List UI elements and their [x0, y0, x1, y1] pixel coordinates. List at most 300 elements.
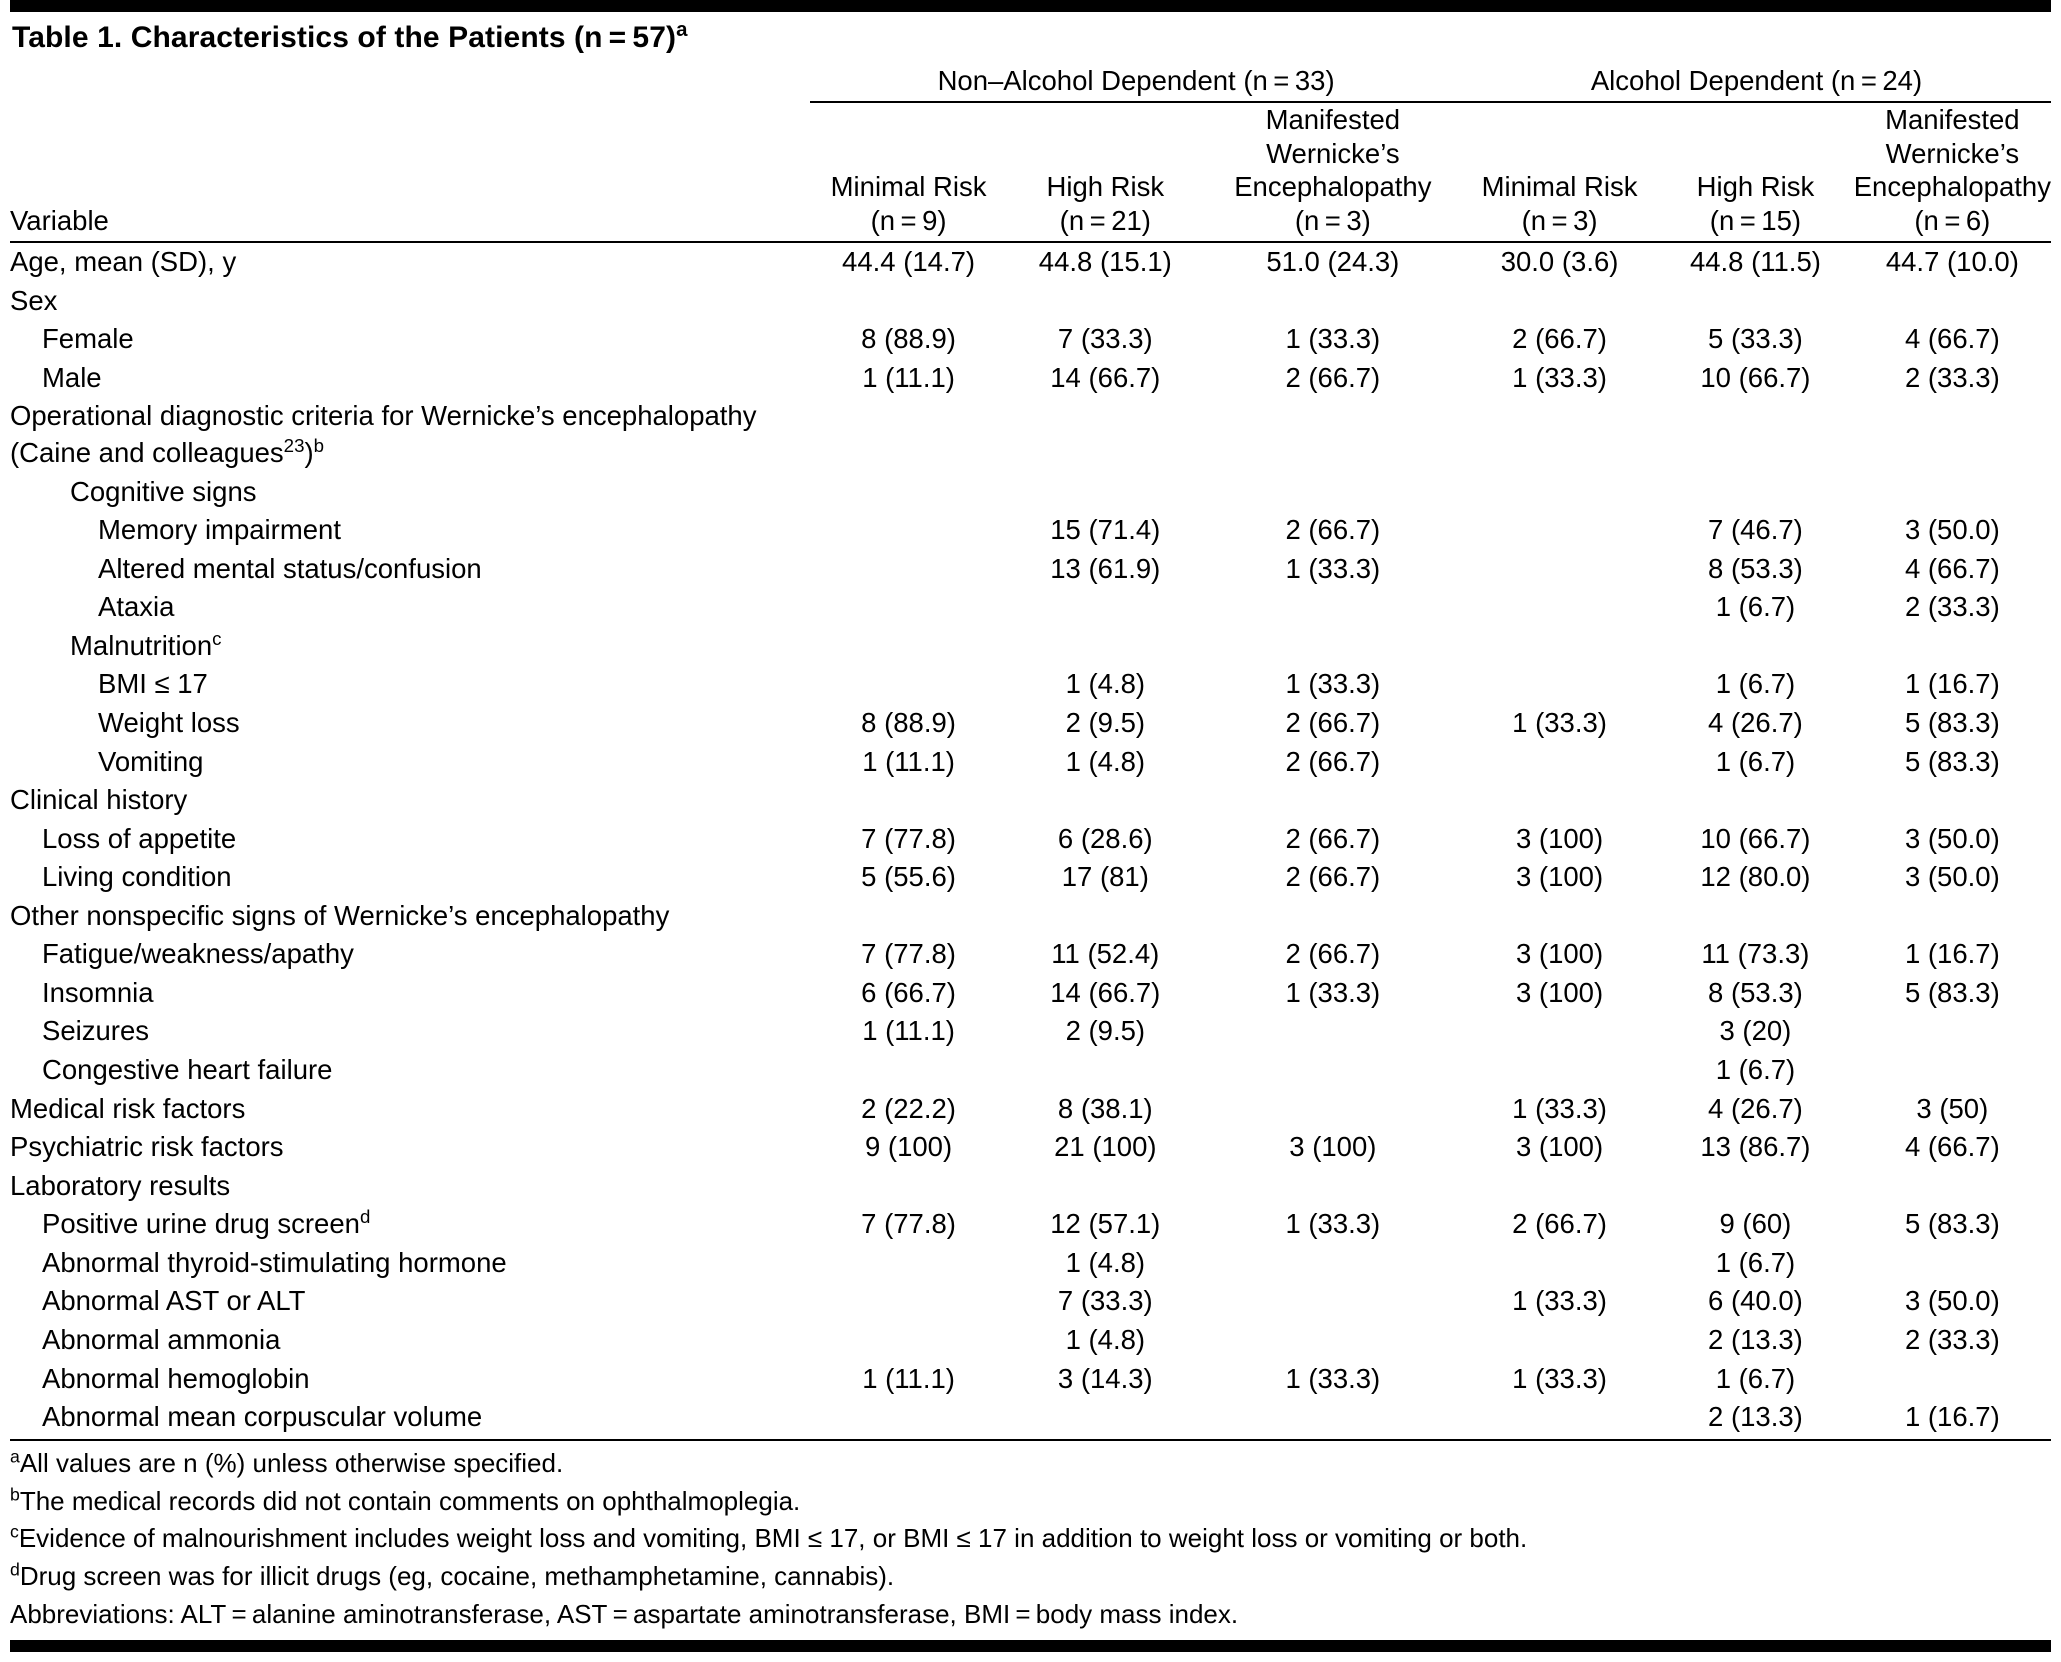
footnotes: [10, 1441, 2051, 1634]
footnote-text: Drug screen was for illicit drugs (eg, cocaine, methamphetamine, cannabis).: [19, 1561, 895, 1592]
cell-value: [1657, 897, 1854, 936]
bottom-rule: [10, 1640, 2051, 1652]
cell-value: 2 (22.2): [861, 1092, 956, 1124]
cell-value: 2 (66.7): [1285, 938, 1381, 970]
cell-value: 8 (53.3): [1708, 976, 1803, 1008]
cell-value: [1204, 282, 1462, 321]
row-label-text: Age, mean (SD), y: [10, 246, 237, 278]
cell-value: 2 (33.3): [1904, 591, 2000, 623]
column-header-ad-minimal-risk-n: (n = 3): [1521, 204, 1598, 236]
cell-value: 12 (80.0): [1700, 861, 1811, 893]
cell-value: 1 (33.3): [1285, 976, 1381, 1008]
cell-value: 8 (53.3): [1708, 552, 1803, 584]
cell-value: [1854, 397, 2051, 472]
cell-value: 13 (61.9): [1050, 552, 1161, 584]
row-label: [10, 1051, 810, 1090]
cell-value: 1 (33.3): [1285, 1208, 1381, 1240]
table-body: [10, 242, 2051, 1436]
cell-value: 17 (81): [1061, 861, 1149, 893]
row-label: [10, 1205, 810, 1244]
row-label: [10, 588, 810, 627]
cell-value: 1 (33.3): [1512, 1285, 1607, 1317]
cell-value: [1204, 1051, 1462, 1090]
column-header-nad-high-risk-n: (n = 21): [1059, 204, 1151, 236]
row-label-text: Altered mental status/confusion: [98, 552, 482, 584]
group-header-alcohol-dependent: Alcohol Dependent (n = 24): [1462, 65, 2051, 102]
row-label-text: Abnormal AST or ALT: [42, 1285, 306, 1317]
row-label-text: Vomiting: [98, 745, 204, 777]
cell-value: 1 (16.7): [1904, 1401, 2000, 1433]
cell-value: 7 (77.8): [861, 938, 956, 970]
cell-value: 5 (33.3): [1708, 323, 1803, 355]
footnote-marker: a: [10, 1445, 20, 1466]
cell-value: [1204, 1090, 1462, 1129]
cell-value: 3 (100): [1516, 976, 1604, 1008]
table-row: [10, 397, 2051, 472]
cell-value: [810, 1398, 1007, 1437]
row-label: [10, 665, 810, 704]
table-row: [10, 242, 2051, 282]
cell-value: [1462, 282, 1657, 321]
cell-value: 5 (83.3): [1904, 706, 2000, 738]
cell-value: [1657, 282, 1854, 321]
row-label: [10, 320, 810, 359]
row-label-text: Living condition: [42, 861, 232, 893]
cell-value: 4 (66.7): [1904, 1131, 2000, 1163]
table-row: [10, 1282, 2051, 1321]
column-header-nad-manifested-we: [1204, 102, 1462, 241]
row-label: [10, 704, 810, 743]
table-row: [10, 1167, 2051, 1206]
cell-value: 8 (88.9): [861, 706, 956, 738]
cell-value: [1462, 550, 1657, 589]
cell-value: [1854, 897, 2051, 936]
cell-value: 8 (38.1): [1057, 1092, 1153, 1124]
row-label: [10, 1128, 810, 1167]
row-label: [10, 858, 810, 897]
cell-value: 7 (46.7): [1708, 514, 1803, 546]
cell-value: [810, 1282, 1007, 1321]
cell-value: 1 (6.7): [1715, 668, 1796, 700]
table-row: [10, 1090, 2051, 1129]
row-label: [10, 1282, 810, 1321]
column-header-ad-high-risk: [1657, 102, 1854, 241]
characteristics-table: [10, 65, 2051, 1437]
footnote-marker: c: [10, 1521, 19, 1542]
row-label-text: Memory impairment: [98, 514, 341, 546]
cell-value: 3 (50): [1916, 1092, 1989, 1124]
cell-value: [810, 781, 1007, 820]
row-label-text: Female: [42, 323, 134, 355]
row-label: [10, 473, 810, 512]
cell-value: [1462, 511, 1657, 550]
cell-value: [1854, 1360, 2051, 1399]
cell-value: [1462, 473, 1657, 512]
table-row: [10, 282, 2051, 321]
cell-value: 10 (66.7): [1700, 361, 1811, 393]
row-label-reference-marker: 23: [283, 434, 305, 456]
cell-value: 15 (71.4): [1050, 514, 1161, 546]
cell-value: 3 (100): [1516, 938, 1604, 970]
table-row: [10, 935, 2051, 974]
cell-value: [1204, 1282, 1462, 1321]
table-row: [10, 665, 2051, 704]
row-label: [10, 1244, 810, 1283]
table-row: [10, 858, 2051, 897]
column-header-nad-high-risk-label: High Risk: [1046, 171, 1165, 203]
cell-value: [1204, 1321, 1462, 1360]
cell-value: 2 (66.7): [1285, 861, 1381, 893]
column-header-ad-minimal-risk: [1462, 102, 1657, 241]
cell-value: 12 (57.1): [1050, 1208, 1161, 1240]
cell-value: [810, 627, 1007, 666]
table-row: [10, 1051, 2051, 1090]
cell-value: 51.0 (24.3): [1266, 246, 1400, 278]
cell-value: [1657, 1167, 1854, 1206]
cell-value: [1657, 397, 1854, 472]
cell-value: 2 (66.7): [1512, 1208, 1607, 1240]
footnote-marker: d: [10, 1559, 20, 1580]
cell-value: 1 (6.7): [1715, 1054, 1796, 1085]
row-label-text: Abnormal ammonia: [42, 1323, 281, 1355]
cell-value: [1462, 1012, 1657, 1051]
cell-value: [1007, 397, 1204, 472]
row-label-text: Abnormal thyroid-stimulating hormone: [42, 1246, 507, 1278]
table-row: [10, 1012, 2051, 1051]
cell-value: 44.7 (10.0): [1885, 246, 2019, 278]
cell-value: 2 (33.3): [1904, 1323, 2000, 1355]
row-label: [10, 242, 810, 282]
table-row: [10, 550, 2051, 589]
footnote-text: All values are n (%) unless otherwise specified.: [19, 1447, 564, 1478]
row-label-text: Loss of appetite: [42, 822, 237, 854]
cell-value: 14 (66.7): [1050, 361, 1161, 393]
cell-value: 1 (33.3): [1285, 668, 1381, 700]
cell-value: 6 (66.7): [861, 976, 956, 1008]
cell-value: [810, 1167, 1007, 1206]
cell-value: 3 (50.0): [1904, 1285, 2000, 1317]
row-label-text: Positive urine drug screen: [42, 1208, 360, 1240]
cell-value: 1 (6.7): [1715, 1246, 1796, 1278]
group-header-non-alcohol-dependent: Non–Alcohol Dependent (n = 33): [810, 65, 1462, 102]
group-header-spacer: [10, 65, 810, 102]
cell-value: [1462, 1321, 1657, 1360]
table-row: [10, 974, 2051, 1013]
cell-value: [810, 1321, 1007, 1360]
row-label: [10, 1167, 810, 1206]
cell-value: [1462, 1244, 1657, 1283]
cell-value: 1 (16.7): [1904, 938, 2000, 970]
column-header-row: [10, 102, 2051, 241]
row-label: [10, 1360, 810, 1399]
footnote-marker: b: [10, 1483, 20, 1504]
cell-value: [1462, 897, 1657, 936]
cell-value: 1 (33.3): [1285, 1362, 1381, 1394]
cell-value: 2 (66.7): [1285, 361, 1381, 393]
cell-value: 1 (4.8): [1065, 668, 1146, 700]
row-label-text: Psychiatric risk factors: [10, 1131, 284, 1163]
cell-value: [1854, 781, 2051, 820]
cell-value: 13 (86.7): [1700, 1131, 1811, 1163]
row-label-text: BMI ≤ 17: [98, 668, 208, 700]
cell-value: 1 (4.8): [1065, 745, 1146, 777]
cell-value: 5 (83.3): [1904, 745, 2000, 777]
table-row: [10, 743, 2051, 782]
cell-value: [1204, 397, 1462, 472]
cell-value: [810, 897, 1007, 936]
column-header-nad-manifested-we-n: (n = 3): [1294, 204, 1371, 236]
group-header-row: [10, 65, 2051, 102]
cell-value: 3 (100): [1516, 861, 1604, 893]
cell-value: [1007, 1051, 1204, 1090]
cell-value: 3 (100): [1289, 1131, 1377, 1163]
row-label: [10, 743, 810, 782]
cell-value: [1854, 1012, 2051, 1051]
cell-value: 1 (33.3): [1512, 361, 1607, 393]
cell-value: 1 (16.7): [1904, 668, 2000, 700]
cell-value: [1462, 1167, 1657, 1206]
footnote-text: Abbreviations: ALT = alanine aminotransferase, AST = aspartate aminotransferase, BMI = body mass index.: [10, 1599, 1239, 1630]
row-label-text: Other nonspecific signs of Wernicke’s encephalopathy: [10, 899, 670, 931]
cell-value: 1 (4.8): [1065, 1323, 1146, 1355]
cell-value: [1854, 1167, 2051, 1206]
cell-value: [1462, 743, 1657, 782]
cell-value: [1007, 588, 1204, 627]
cell-value: [1204, 473, 1462, 512]
footnote-text: The medical records did not contain comments on ophthalmoplegia.: [19, 1485, 801, 1516]
table-row: [10, 320, 2051, 359]
cell-value: 2 (66.7): [1285, 706, 1381, 738]
row-label-footnote-marker: c: [212, 627, 222, 649]
cell-value: 44.8 (11.5): [1689, 246, 1821, 278]
table-row: [10, 1205, 2051, 1244]
footnote-item: [10, 1596, 2051, 1634]
row-label: [10, 397, 810, 472]
row-label-footnote-marker: b: [313, 434, 325, 456]
row-label-text: Insomnia: [42, 976, 154, 1008]
table-row: [10, 1360, 2051, 1399]
cell-value: [1462, 665, 1657, 704]
cell-value: [1007, 1167, 1204, 1206]
cell-value: [1204, 897, 1462, 936]
table-row: [10, 1321, 2051, 1360]
cell-value: 1 (33.3): [1512, 1362, 1607, 1394]
table-row: [10, 704, 2051, 743]
row-label: [10, 1090, 810, 1129]
cell-value: 4 (66.7): [1904, 552, 2000, 584]
row-label-text: Sex: [10, 284, 58, 316]
cell-value: [1462, 588, 1657, 627]
cell-value: 5 (55.6): [861, 861, 956, 893]
cell-value: [1007, 781, 1204, 820]
table-head: [10, 65, 2051, 242]
column-header-ad-manifested-we: [1854, 102, 2051, 241]
cell-value: 1 (6.7): [1715, 1362, 1796, 1394]
cell-value: 1 (11.1): [862, 1015, 955, 1047]
row-label-footnote-marker: d: [359, 1206, 371, 1228]
cell-value: [1854, 473, 2051, 512]
cell-value: [1204, 781, 1462, 820]
row-label-text: Male: [42, 361, 102, 393]
row-label-tail: ): [304, 437, 314, 468]
row-label-text: Abnormal hemoglobin: [42, 1362, 310, 1394]
table-row: [10, 1244, 2051, 1283]
cell-value: 1 (11.1): [862, 1362, 955, 1394]
cell-value: 6 (40.0): [1708, 1285, 1803, 1317]
row-label-text: Clinical history: [10, 784, 188, 816]
cell-value: 4 (26.7): [1708, 1092, 1803, 1124]
row-label-text: Ataxia: [98, 591, 175, 623]
table-row: [10, 820, 2051, 859]
cell-value: [810, 550, 1007, 589]
cell-value: 3 (100): [1516, 1131, 1604, 1163]
top-rule: [10, 0, 2051, 12]
row-label: [10, 935, 810, 974]
row-label: [10, 1398, 810, 1437]
cell-value: [810, 397, 1007, 472]
cell-value: 1 (6.7): [1715, 745, 1796, 777]
cell-value: 2 (66.7): [1285, 745, 1381, 777]
cell-value: [1007, 473, 1204, 512]
row-label: [10, 781, 810, 820]
cell-value: [1657, 627, 1854, 666]
cell-value: [1204, 588, 1462, 627]
row-label-text: Seizures: [42, 1015, 149, 1047]
cell-value: 4 (26.7): [1708, 706, 1803, 738]
table-row: [10, 897, 2051, 936]
footnote-item: [10, 1558, 2051, 1596]
cell-value: 4 (66.7): [1904, 323, 2000, 355]
column-header-nad-minimal-risk: [810, 102, 1007, 241]
cell-value: 30.0 (3.6): [1500, 246, 1619, 278]
column-header-nad-high-risk: [1007, 102, 1204, 241]
cell-value: [1007, 1398, 1204, 1437]
column-header-ad-minimal-risk-label: Minimal Risk: [1481, 171, 1638, 203]
table-row: [10, 359, 2051, 398]
cell-value: [1204, 1012, 1462, 1051]
column-header-nad-minimal-risk-n: (n = 9): [870, 204, 947, 236]
footnote-item: [10, 1445, 2051, 1483]
cell-value: 7 (33.3): [1057, 1285, 1153, 1317]
footnote-item: [10, 1520, 2051, 1558]
table-row: [10, 511, 2051, 550]
row-label-text: Weight loss: [98, 706, 240, 738]
footnote-item: [10, 1483, 2051, 1521]
cell-value: 3 (100): [1516, 822, 1604, 854]
cell-value: [810, 282, 1007, 321]
cell-value: 14 (66.7): [1050, 976, 1161, 1008]
cell-value: 9 (60): [1719, 1208, 1792, 1240]
cell-value: [1657, 781, 1854, 820]
cell-value: 2 (13.3): [1708, 1323, 1803, 1355]
cell-value: 3 (50.0): [1904, 861, 2000, 893]
cell-value: 1 (33.3): [1285, 323, 1381, 355]
footnote-text: Evidence of malnourishment includes weight loss and vomiting, BMI ≤ 17, or BMI ≤ 17 in addition to weight loss or vomiting or both.: [18, 1523, 1528, 1554]
row-label-text: Congestive heart failure: [42, 1054, 333, 1085]
cell-value: [1204, 627, 1462, 666]
cell-value: 1 (4.8): [1065, 1246, 1146, 1278]
row-label: [10, 974, 810, 1013]
column-header-ad-high-risk-n: (n = 15): [1709, 204, 1802, 236]
table-title: [10, 12, 2051, 65]
cell-value: 44.4 (14.7): [842, 246, 976, 278]
cell-value: 1 (6.7): [1715, 591, 1796, 623]
table-row: [10, 588, 2051, 627]
row-label-text: Laboratory results: [10, 1169, 231, 1201]
table-title-footnote-marker: a: [676, 19, 688, 41]
cell-value: [1462, 397, 1657, 472]
table-title-text: Table 1. Characteristics of the Patients (n = 57): [12, 21, 677, 54]
row-label: [10, 282, 810, 321]
cell-value: 1 (33.3): [1512, 1092, 1607, 1124]
cell-value: [810, 473, 1007, 512]
cell-value: 1 (11.1): [862, 745, 955, 777]
cell-value: 9 (100): [864, 1131, 953, 1163]
cell-value: 3 (20): [1719, 1015, 1792, 1047]
cell-value: 2 (33.3): [1904, 361, 2000, 393]
row-label: [10, 1012, 810, 1051]
cell-value: 7 (77.8): [861, 1208, 956, 1240]
table-row: [10, 473, 2051, 512]
cell-value: 2 (66.7): [1512, 323, 1607, 355]
row-label-text: Cognitive signs: [70, 475, 257, 507]
cell-value: [1854, 1051, 2051, 1090]
cell-value: 2 (66.7): [1285, 822, 1381, 854]
cell-value: 2 (9.5): [1065, 1015, 1146, 1047]
row-label-text: Medical risk factors: [10, 1092, 246, 1124]
column-header-ad-manifested-we-n: (n = 6): [1914, 204, 1991, 236]
cell-value: [1462, 627, 1657, 666]
cell-value: 21 (100): [1054, 1131, 1157, 1163]
table-row: [10, 627, 2051, 666]
row-label: [10, 359, 810, 398]
cell-value: [810, 511, 1007, 550]
column-header-variable: Variable: [10, 205, 109, 237]
row-label-text: Operational diagnostic criteria for Wernicke’s encephalopathy (Caine and colleagues: [10, 400, 757, 468]
cell-value: 3 (14.3): [1057, 1362, 1153, 1394]
cell-value: 7 (77.8): [861, 822, 956, 854]
cell-value: [810, 1244, 1007, 1283]
cell-value: [1007, 282, 1204, 321]
column-header-nad-manifested-we-label: Manifested Wernicke’s Encephalopathy: [1234, 104, 1432, 203]
cell-value: 2 (9.5): [1065, 706, 1146, 738]
cell-value: 6 (28.6): [1057, 822, 1153, 854]
cell-value: [1462, 1398, 1657, 1437]
cell-value: 1 (33.3): [1285, 552, 1381, 584]
table-row: [10, 781, 2051, 820]
cell-value: [1007, 627, 1204, 666]
table-row: [10, 1398, 2051, 1437]
cell-value: 2 (13.3): [1708, 1401, 1803, 1433]
cell-value: 3 (50.0): [1904, 514, 2000, 546]
cell-value: [1204, 1398, 1462, 1437]
cell-value: 11 (52.4): [1051, 938, 1160, 970]
cell-value: 8 (88.9): [861, 323, 956, 355]
cell-value: 1 (11.1): [862, 361, 955, 393]
cell-value: 10 (66.7): [1700, 822, 1811, 854]
cell-value: [1007, 897, 1204, 936]
cell-value: [1854, 282, 2051, 321]
row-label: [10, 1321, 810, 1360]
cell-value: [810, 1051, 1007, 1090]
column-header-ad-manifested-we-label: Manifested Wernicke’s Encephalopathy: [1853, 104, 2051, 203]
row-label: [10, 627, 810, 666]
cell-value: 11 (73.3): [1701, 938, 1810, 970]
cell-value: [1854, 627, 2051, 666]
cell-value: [1854, 1244, 2051, 1283]
column-header-ad-high-risk-label: High Risk: [1696, 171, 1815, 203]
cell-value: 2 (66.7): [1285, 514, 1381, 546]
